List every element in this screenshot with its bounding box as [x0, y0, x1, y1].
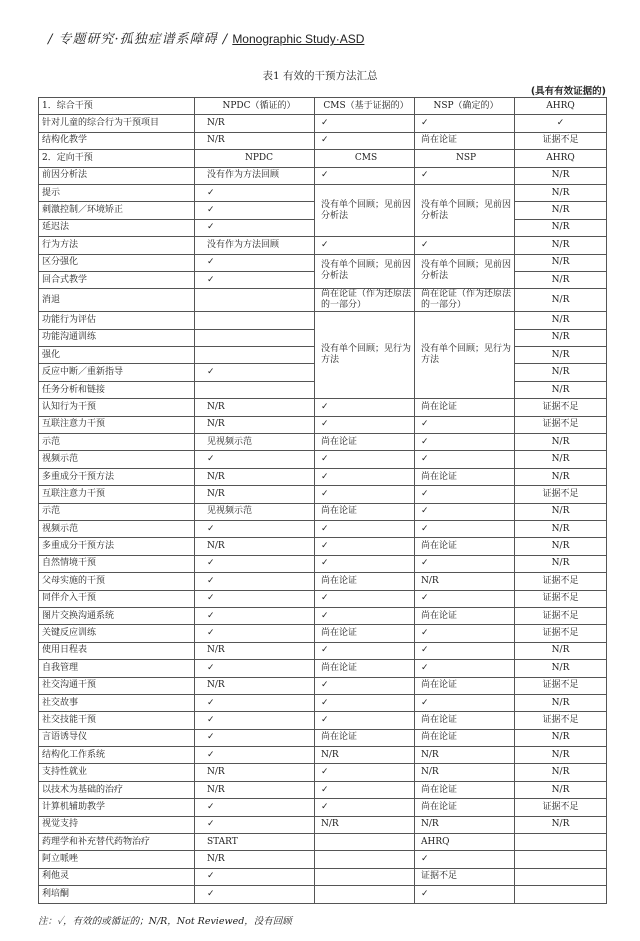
method-cell: 行为方法 [39, 237, 195, 254]
table-row [39, 184, 607, 201]
rating-cell: 证据不足 [515, 590, 607, 607]
rating-cell: 没有单个回顾；见前因分析法 [415, 184, 515, 236]
rating-cell: 尚在论证 [415, 677, 515, 694]
rating-cell: ✓ [415, 503, 515, 520]
method-cell: 社交故事 [39, 694, 195, 711]
rating-cell: N/R [515, 329, 607, 346]
rating-cell: ✓ [315, 555, 415, 572]
rating-cell: ✓ [315, 677, 415, 694]
rating-cell: 证据不足 [515, 132, 607, 149]
header-cell: NSP（确定的） [415, 98, 515, 115]
rating-cell: ✓ [195, 555, 315, 572]
rating-cell: ✓ [195, 607, 315, 624]
table-row [39, 434, 607, 451]
rating-cell: ✓ [315, 451, 415, 468]
rating-cell: ✓ [195, 729, 315, 746]
rating-cell: 尚在论证 [415, 607, 515, 624]
rating-cell: 尚在论证 [415, 712, 515, 729]
rating-cell: N/R [515, 764, 607, 781]
method-cell: 支持性就业 [39, 764, 195, 781]
method-cell: 认知行为干预 [39, 399, 195, 416]
rating-cell: ✓ [315, 642, 415, 659]
rating-cell: ✓ [415, 486, 515, 503]
rating-cell: AHRQ [415, 834, 515, 851]
rating-cell: ✓ [315, 486, 415, 503]
rating-cell: N/R [515, 289, 607, 312]
rating-cell: N/R [515, 167, 607, 184]
method-cell: 回合式教学 [39, 271, 195, 288]
method-cell: 前因分析法 [39, 167, 195, 184]
method-cell: 互联注意力干预 [39, 416, 195, 433]
rating-cell: N/R [515, 538, 607, 555]
header-cell: 1．综合干预 [39, 98, 195, 115]
method-cell: 针对儿童的综合行为干预项目 [39, 115, 195, 132]
table-row [39, 115, 607, 132]
table-row [39, 503, 607, 520]
rating-cell: ✓ [315, 167, 415, 184]
rating-cell: ✓ [315, 590, 415, 607]
method-cell: 社交技能干预 [39, 712, 195, 729]
rating-cell: 尚在论证 [415, 399, 515, 416]
rating-cell: ✓ [415, 660, 515, 677]
method-cell: 提示 [39, 184, 195, 201]
table-row [39, 167, 607, 184]
rating-cell: 证据不足 [515, 607, 607, 624]
method-cell: 功能行为评估 [39, 312, 195, 329]
rating-cell: ✓ [415, 451, 515, 468]
rating-cell: ✓ [315, 538, 415, 555]
table-row [39, 132, 607, 149]
rating-cell [315, 851, 415, 868]
rating-cell: ✓ [415, 851, 515, 868]
rating-cell: ✓ [415, 625, 515, 642]
rating-cell [315, 868, 415, 885]
rating-cell: 尚在论证 [315, 660, 415, 677]
table-row [39, 799, 607, 816]
header-cell: CMS（基于证据的） [315, 98, 415, 115]
table-row [39, 781, 607, 798]
rating-cell: ✓ [195, 694, 315, 711]
method-cell: 结构化工作系统 [39, 747, 195, 764]
table-footnote: 注：✓，有效的或循证的；N/R，Not Reviewed，没有回顾 [38, 916, 292, 927]
table-row [39, 764, 607, 781]
rating-cell: ✓ [415, 416, 515, 433]
table-row [39, 816, 607, 833]
rating-cell: ✓ [315, 399, 415, 416]
method-cell: 视觉支持 [39, 816, 195, 833]
rating-cell [315, 834, 415, 851]
table-row [39, 150, 607, 167]
rating-cell: ✓ [315, 712, 415, 729]
rating-cell: 没有作为方法回顾 [195, 237, 315, 254]
rating-cell: ✓ [415, 590, 515, 607]
method-cell: 同伴介入干预 [39, 590, 195, 607]
header-cell: NPDC（循证的） [195, 98, 315, 115]
rating-cell: NPDC [195, 150, 315, 167]
method-cell: 示范 [39, 503, 195, 520]
rating-cell: N/R [515, 451, 607, 468]
table-row [39, 555, 607, 572]
rating-cell: N/R [195, 851, 315, 868]
rating-cell: 证据不足 [515, 625, 607, 642]
rating-cell: 证据不足 [515, 416, 607, 433]
method-cell: 视频示范 [39, 451, 195, 468]
rating-cell: AHRQ [515, 150, 607, 167]
rating-cell: 尚在论证 [415, 799, 515, 816]
rating-cell: N/R [515, 781, 607, 798]
rating-cell: N/R [515, 312, 607, 329]
rating-cell: 尚在论证 [315, 729, 415, 746]
rating-cell: ✓ [315, 115, 415, 132]
rating-cell: 证据不足 [515, 712, 607, 729]
table-header-row [39, 98, 607, 115]
rating-cell: ✓ [195, 219, 315, 236]
rating-cell: 证据不足 [415, 868, 515, 885]
rating-cell: N/R [515, 202, 607, 219]
rating-cell: ✓ [195, 271, 315, 288]
method-cell: 区分强化 [39, 254, 195, 271]
method-cell: 利培酮 [39, 886, 195, 903]
evidence-note: (具有有效证据的) [530, 86, 606, 97]
rating-cell: ✓ [315, 416, 415, 433]
rating-cell: 证据不足 [515, 799, 607, 816]
rating-cell: ✓ [195, 590, 315, 607]
rating-cell [195, 312, 315, 329]
table-row [39, 712, 607, 729]
rating-cell: 尚在论证 [415, 132, 515, 149]
rating-cell: N/R [515, 694, 607, 711]
rating-cell: ✓ [315, 799, 415, 816]
rating-cell: N/R [515, 381, 607, 398]
rating-cell: ✓ [315, 520, 415, 537]
intervention-table [38, 97, 607, 904]
rating-cell: START [195, 834, 315, 851]
table-row [39, 660, 607, 677]
rating-cell: N/R [195, 486, 315, 503]
rating-cell: 见视频示范 [195, 434, 315, 451]
rating-cell: N/R [515, 434, 607, 451]
rating-cell [515, 868, 607, 885]
rating-cell: N/R [315, 816, 415, 833]
method-cell: 结构化教学 [39, 132, 195, 149]
rating-cell: N/R [195, 132, 315, 149]
rating-cell: 没有单个回顾；见前因分析法 [315, 254, 415, 289]
rating-cell: ✓ [195, 747, 315, 764]
rating-cell: N/R [195, 468, 315, 485]
method-cell: 多重成分干预方法 [39, 538, 195, 555]
rating-cell: N/R [195, 416, 315, 433]
table-row [39, 886, 607, 903]
rating-cell: N/R [515, 729, 607, 746]
rating-cell: 尚在论证 [415, 468, 515, 485]
rating-cell: ✓ [415, 237, 515, 254]
table-row [39, 254, 607, 271]
table-row [39, 677, 607, 694]
method-cell: 使用日程表 [39, 642, 195, 659]
rating-cell: N/R [515, 503, 607, 520]
rating-cell: ✓ [415, 694, 515, 711]
method-cell: 消退 [39, 289, 195, 312]
method-cell: 功能沟通训练 [39, 329, 195, 346]
rating-cell: ✓ [315, 694, 415, 711]
table-row [39, 607, 607, 624]
method-cell: 利他灵 [39, 868, 195, 885]
rating-cell: ✓ [195, 886, 315, 903]
rating-cell: N/R [515, 219, 607, 236]
rating-cell: N/R [515, 237, 607, 254]
rating-cell: 尚在论证 [415, 729, 515, 746]
rating-cell: ✓ [195, 202, 315, 219]
rating-cell: 证据不足 [515, 573, 607, 590]
table-row [39, 747, 607, 764]
rating-cell: ✓ [195, 520, 315, 537]
method-cell: 以技术为基础的治疗 [39, 781, 195, 798]
method-cell: 关键反应训练 [39, 625, 195, 642]
rating-cell: 尚在论证（作为还原法的一部分） [315, 289, 415, 312]
rating-cell: N/R [515, 747, 607, 764]
method-cell: 药理学和补充替代药物治疗 [39, 834, 195, 851]
rating-cell: N/R [195, 538, 315, 555]
method-cell: 延迟法 [39, 219, 195, 236]
rating-cell: N/R [515, 347, 607, 364]
rating-cell: 尚在论证 [315, 573, 415, 590]
table-caption: 表1 有效的干预方法汇总 [262, 70, 378, 82]
rating-cell: N/R [515, 254, 607, 271]
rating-cell [195, 347, 315, 364]
rating-cell [195, 329, 315, 346]
method-cell: 互联注意力干预 [39, 486, 195, 503]
rating-cell: N/R [515, 816, 607, 833]
rating-cell: N/R [195, 115, 315, 132]
rating-cell: 尚在论证 [415, 781, 515, 798]
rating-cell: N/R [195, 399, 315, 416]
method-cell: 多重成分干预方法 [39, 468, 195, 485]
table-row [39, 573, 607, 590]
rating-cell: 证据不足 [515, 486, 607, 503]
method-cell: 示范 [39, 434, 195, 451]
table-row [39, 451, 607, 468]
rating-cell: ✓ [515, 115, 607, 132]
table-row [39, 312, 607, 329]
rating-cell: ✓ [415, 520, 515, 537]
rating-cell: ✓ [315, 468, 415, 485]
rating-cell: NSP [415, 150, 515, 167]
rating-cell: ✓ [415, 642, 515, 659]
table-row [39, 625, 607, 642]
header-title-en: Monographic Study·ASD [232, 32, 365, 46]
rating-cell: 见视频示范 [195, 503, 315, 520]
rating-cell: 没有作为方法回顾 [195, 167, 315, 184]
rating-cell: N/R [515, 271, 607, 288]
rating-cell: N/R [195, 677, 315, 694]
method-cell: 视频示范 [39, 520, 195, 537]
rating-cell: N/R [415, 764, 515, 781]
table-row [39, 486, 607, 503]
rating-cell [195, 289, 315, 312]
rating-cell: N/R [515, 364, 607, 381]
method-cell: 强化 [39, 347, 195, 364]
rating-cell: 没有单个回顾；见前因分析法 [415, 254, 515, 289]
header-title-cn: / 专题研究·孤独症谱系障碍 / [48, 32, 229, 47]
rating-cell [515, 834, 607, 851]
method-cell: 自我管理 [39, 660, 195, 677]
method-cell: 刺激控制／环境矫正 [39, 202, 195, 219]
table-row [39, 237, 607, 254]
rating-cell: ✓ [195, 184, 315, 201]
rating-cell: ✓ [195, 816, 315, 833]
method-cell: 父母实施的干预 [39, 573, 195, 590]
rating-cell: ✓ [195, 364, 315, 381]
rating-cell: N/R [515, 642, 607, 659]
rating-cell: 尚在论证（作为还原法的一部分） [415, 289, 515, 312]
rating-cell: ✓ [315, 237, 415, 254]
rating-cell: 尚在论证 [315, 503, 415, 520]
rating-cell: ✓ [195, 451, 315, 468]
rating-cell: ✓ [195, 660, 315, 677]
method-cell: 任务分析和链接 [39, 381, 195, 398]
rating-cell: N/R [515, 555, 607, 572]
rating-cell: N/R [195, 764, 315, 781]
rating-cell: 尚在论证 [415, 538, 515, 555]
rating-cell: ✓ [415, 555, 515, 572]
table-row [39, 520, 607, 537]
rating-cell: ✓ [315, 781, 415, 798]
rating-cell: 没有单个回顾；见行为方法 [315, 312, 415, 399]
rating-cell: N/R [415, 816, 515, 833]
table-row [39, 642, 607, 659]
method-cell: 社交沟通干预 [39, 677, 195, 694]
rating-cell [195, 381, 315, 398]
rating-cell: N/R [195, 642, 315, 659]
table-row [39, 399, 607, 416]
table-row [39, 851, 607, 868]
rating-cell: 证据不足 [515, 399, 607, 416]
rating-cell: N/R [515, 468, 607, 485]
rating-cell: ✓ [195, 868, 315, 885]
rating-cell: ✓ [315, 132, 415, 149]
table-row [39, 538, 607, 555]
rating-cell: 没有单个回顾；见前因分析法 [315, 184, 415, 236]
rating-cell: 尚在论证 [315, 625, 415, 642]
table-row [39, 729, 607, 746]
rating-cell: 没有单个回顾；见行为方法 [415, 312, 515, 399]
method-cell: 自然情境干预 [39, 555, 195, 572]
rating-cell: N/R [515, 184, 607, 201]
rating-cell: N/R [415, 747, 515, 764]
running-header [48, 28, 364, 48]
table-row [39, 834, 607, 851]
rating-cell: ✓ [195, 799, 315, 816]
table-row [39, 416, 607, 433]
rating-cell: ✓ [415, 886, 515, 903]
rating-cell: ✓ [195, 254, 315, 271]
rating-cell: ✓ [195, 712, 315, 729]
rating-cell: ✓ [195, 573, 315, 590]
method-cell: 阿立哌唑 [39, 851, 195, 868]
rating-cell: ✓ [415, 167, 515, 184]
table-row [39, 289, 607, 312]
rating-cell: ✓ [415, 115, 515, 132]
rating-cell: N/R [415, 573, 515, 590]
rating-cell: ✓ [195, 625, 315, 642]
rating-cell: ✓ [415, 434, 515, 451]
table-row [39, 694, 607, 711]
method-cell: 反应中断／重新指导 [39, 364, 195, 381]
rating-cell: ✓ [315, 607, 415, 624]
rating-cell [515, 851, 607, 868]
rating-cell [315, 886, 415, 903]
rating-cell: CMS [315, 150, 415, 167]
table-row [39, 590, 607, 607]
rating-cell: ✓ [315, 764, 415, 781]
header-cell: AHRQ [515, 98, 607, 115]
rating-cell: 证据不足 [515, 677, 607, 694]
rating-cell [515, 886, 607, 903]
method-cell: 2．定向干预 [39, 150, 195, 167]
table-row [39, 868, 607, 885]
rating-cell: N/R [195, 781, 315, 798]
table-row [39, 468, 607, 485]
rating-cell: 尚在论证 [315, 434, 415, 451]
rating-cell: N/R [515, 660, 607, 677]
rating-cell: N/R [315, 747, 415, 764]
method-cell: 计算机辅助教学 [39, 799, 195, 816]
method-cell: 言语诱导仪 [39, 729, 195, 746]
rating-cell: N/R [515, 520, 607, 537]
method-cell: 图片交换沟通系统 [39, 607, 195, 624]
